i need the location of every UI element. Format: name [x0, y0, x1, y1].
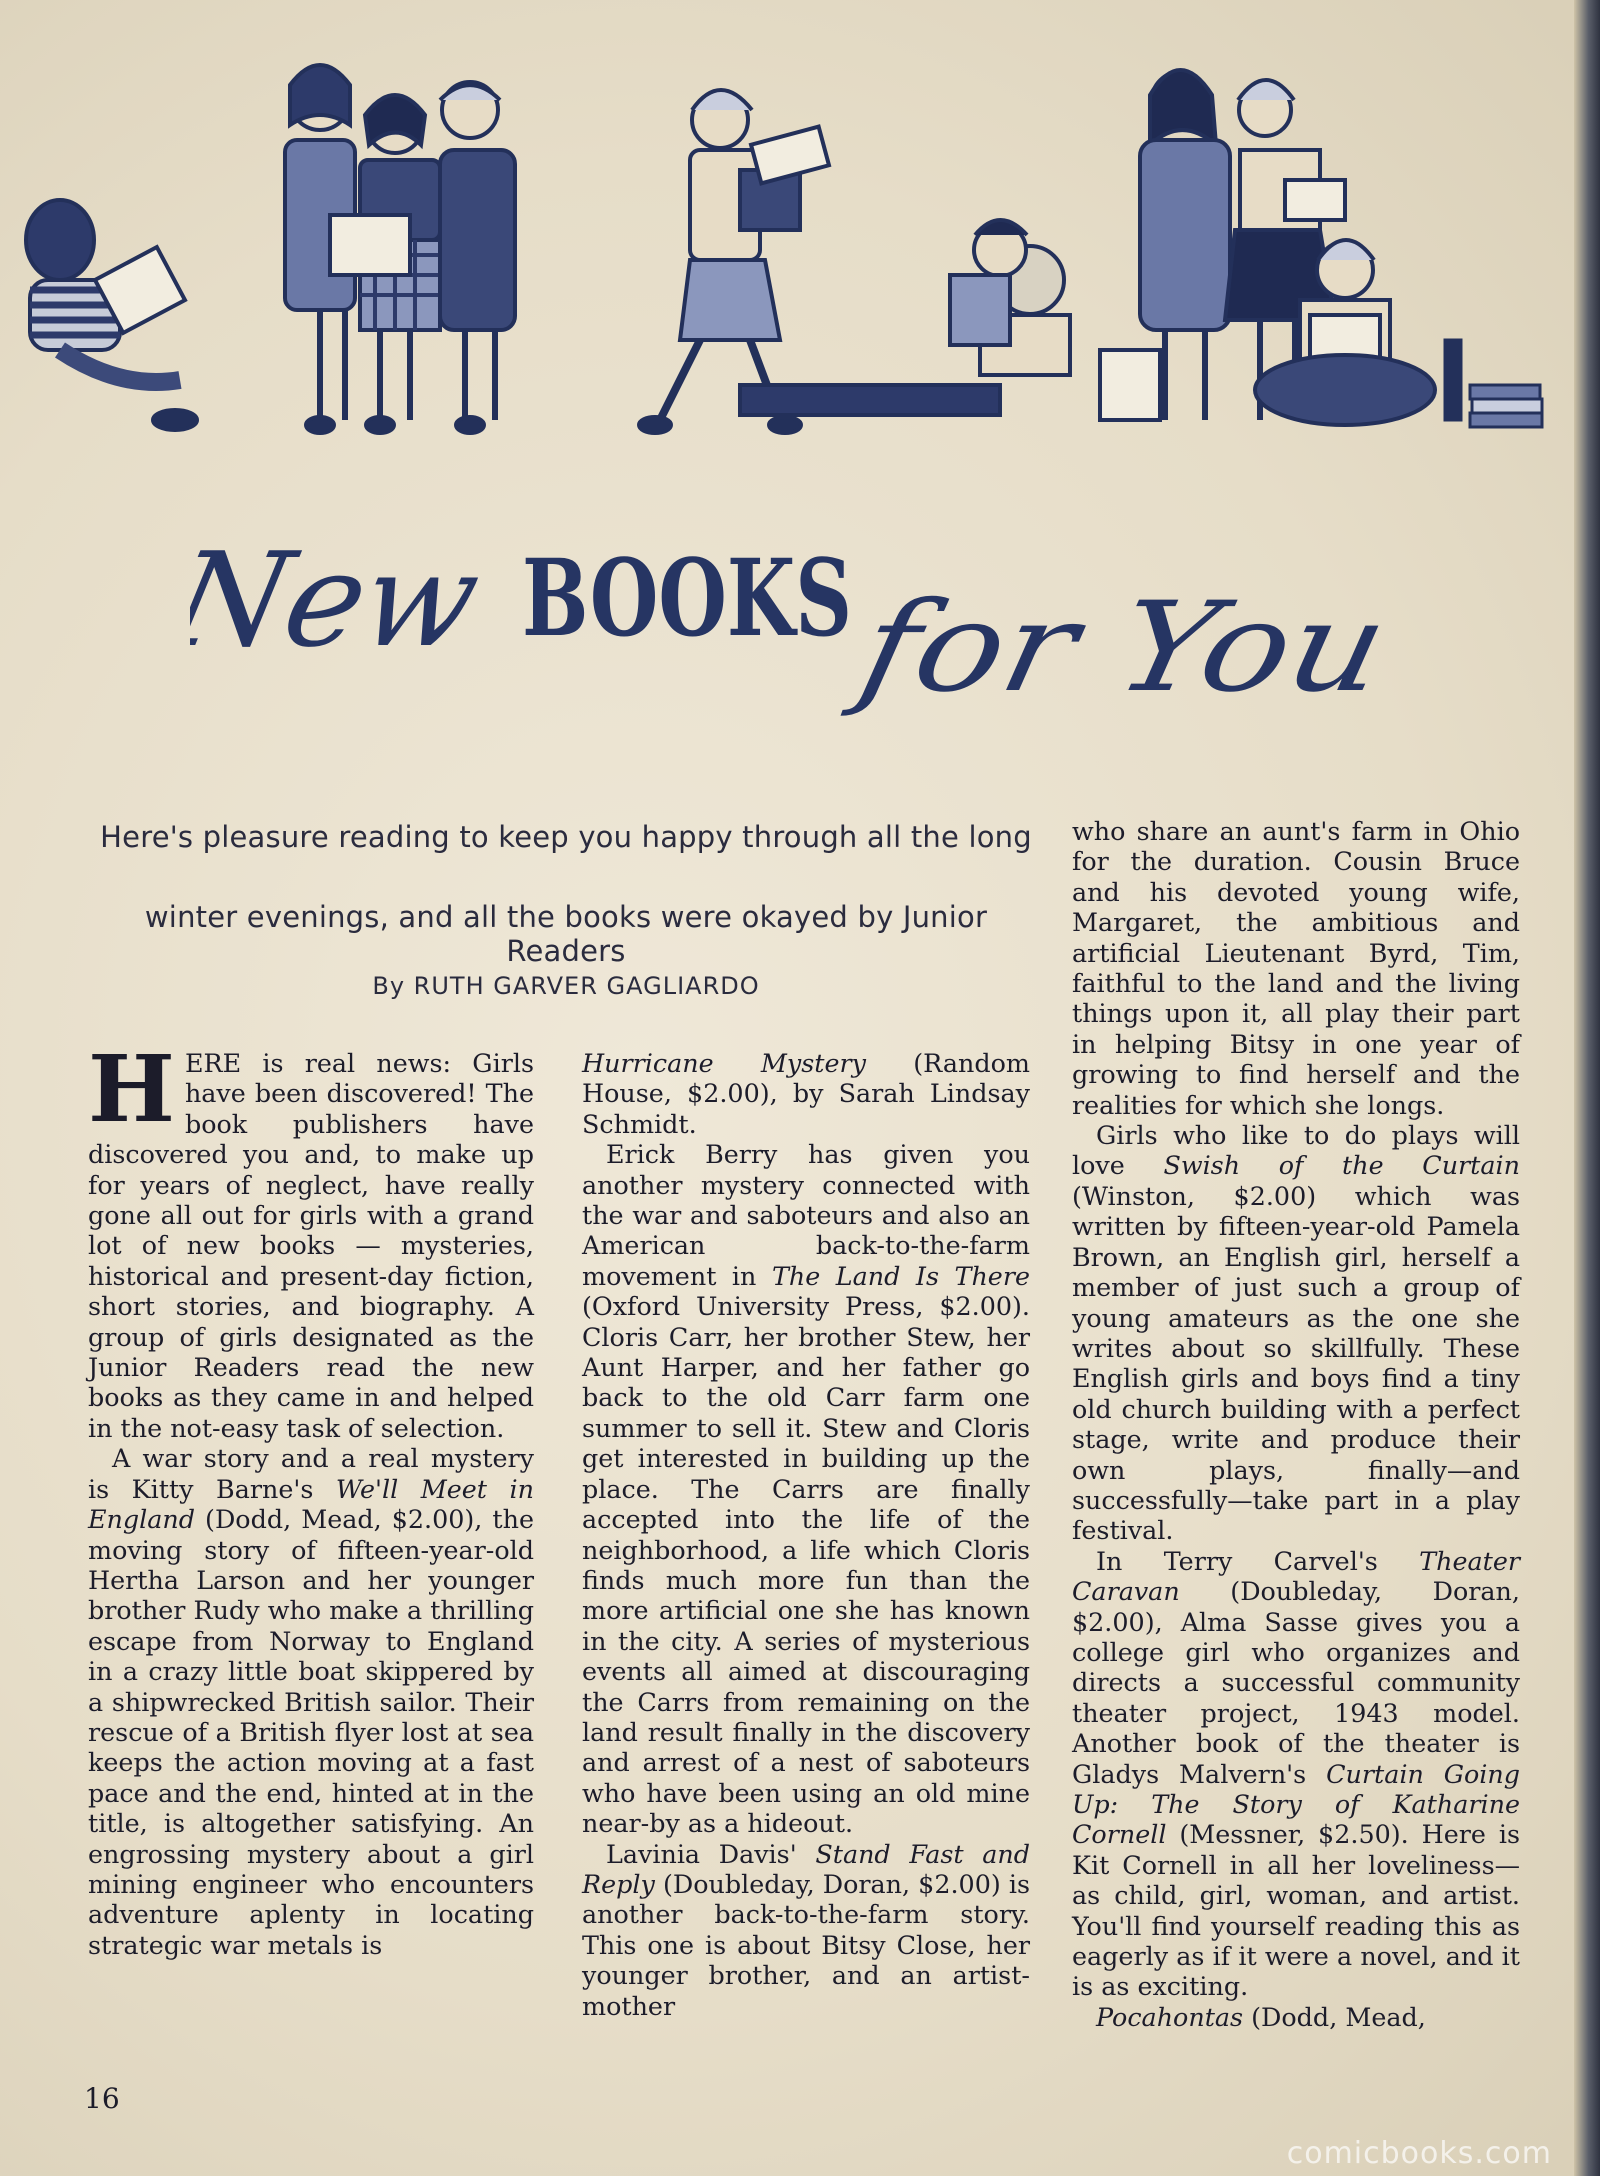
- walking-girl-figure: [639, 90, 829, 433]
- drop-cap: H: [88, 1035, 175, 1143]
- paragraph-text: (Messner, $2.50). Here is Kit Cornell in all her loveliness—as child, girl, woman, and artist. You'll find yourself reading this as eagerly as if it were a novel, and it is as exciting.: [1072, 1819, 1520, 2002]
- paragraph-text: (Winston, $2.00) which was written by fifteen-year-old Pamela Brown, an English girl, herself a member of just such a group of young amateurs as the one she writes about so skillfully. These English girls and boys find a tiny old church building with a perfect stage, write and produce their own plays, finally—and successfully—take part in a play festival.: [1072, 1180, 1520, 1546]
- paragraph: [1072, 1120, 1520, 1546]
- article-column-1: [88, 1035, 534, 1960]
- book-title: Curtain Going Up: The Story of Katharine Cornell: [1072, 1758, 1520, 1850]
- paragraph: [1072, 2002, 1520, 2032]
- title-script-for-you: for You: [848, 575, 1325, 720]
- book-title: Stand Fast and Reply: [582, 1838, 1030, 1899]
- page-title: [190, 525, 1420, 725]
- paragraph-text: who share an aunt's farm in Ohio for the duration. Cousin Bruce and his devoted young wife, Margaret, the ambitious and artificial Lieutenant Byrd, Tim, faithful to the land and the living things upon it, all play their part in helping Bitsy in one year of growing to find herself and the realities for which she longs.: [1072, 816, 1520, 1120]
- paragraph-text: (Dodd, Mead, $2.00), the moving story of fifteen-year-old Hertha Larson and her younger brother Rudy who make a thrilling escape from Norway to England in a crazy little boat skippered by a shipwrecked British sailor. Their rescue of a British flyer lost at sea keeps the action moving at a fast pace and the end, hinted at in the title, is altogether satisfying. An engrossing mystery about a girl mining engineer who encounters adventure aplenty in locating strategic war metals is: [88, 1504, 534, 1960]
- book-title: Hurricane Mystery: [582, 1048, 866, 1078]
- intro-deck-line-2: winter evenings, and all the books were okayed by Junior Readers: [144, 900, 988, 968]
- paragraph-text: (Doubleday, Doran, $2.00), Alma Sasse gives you a college girl who organizes and directs a successful community theater project, 1943 model. Another book of the theater is Gladys Malvern's: [1072, 1576, 1520, 1789]
- three-girls-figure: [285, 65, 515, 433]
- page-number: 16: [84, 2082, 120, 2115]
- paragraph-text: ERE is real news: Girls have been discovered! The book publishers have discovered you and, to make up for years of neglect, have really gone all out for girls with a grand lot of new books — mysteries, historical and present-day fiction, short stories, and biography. A group of girls designated as the Junior Readers read the new books as they came in and helped in the not-easy task of selection.: [88, 1048, 534, 1443]
- paragraph-text: (Dodd, Mead,: [1243, 2001, 1426, 2032]
- watermark: comicbooks.com: [1286, 2136, 1552, 2171]
- book-title: Theater Caravan: [1072, 1545, 1520, 1607]
- article-column-2: [582, 1048, 1030, 2021]
- paragraph: [1072, 816, 1520, 1120]
- book-title: The Land Is There: [771, 1260, 1030, 1291]
- paragraph-text: (Random House, $2.00), by Sarah Lindsay Schmidt.: [582, 1048, 1030, 1139]
- paragraph: [88, 1035, 534, 1443]
- byline: By RUTH GARVER GAGLIARDO: [372, 972, 760, 1000]
- paragraph-text: In Terry Carvel's: [1096, 1545, 1420, 1576]
- paragraph: [582, 1839, 1030, 2021]
- paragraph-text: (Oxford University Press, $2.00). Cloris Carr, her brother Stew, her Aunt Harper, and her father go back to the old Carr farm one summer to sell it. Stew and Cloris get interested in building up the place. The Carrs are finally accepted into the life of the neighborhood, a life which Cloris finds much more fun than the more artificial one she has known in the city. A series of mysterious events all aimed at discouraging the Carrs from remaining on the land result finally in the discovery and arrest of a nest of saboteurs who have been using an old mine near-by as a hideout.: [582, 1291, 1030, 1839]
- paragraph: [1072, 1546, 1520, 2002]
- article-column-3: [1072, 816, 1520, 2032]
- book-title: We'll Meet in England: [88, 1473, 534, 1535]
- books-stack-figure: [1445, 340, 1542, 427]
- paragraph: [582, 1139, 1030, 1838]
- paragraph-text: A war story and a real mystery is Kitty Barne's: [88, 1443, 534, 1504]
- paragraph-text: Erick Berry has given you another mystery connected with the war and saboteurs and also an American back-to-the-farm movement in: [582, 1139, 1030, 1291]
- intro-deck-line-1: Here's pleasure reading to keep you happy through all the long: [100, 820, 1032, 854]
- page-edge-shadow: [1574, 0, 1600, 2176]
- paragraph-text: Lavinia Davis': [606, 1838, 816, 1869]
- title-books: BOOKS: [522, 535, 852, 660]
- paragraph-text: Girls who like to do plays will love: [1072, 1120, 1520, 1181]
- lying-girl-figure: [740, 220, 1160, 420]
- girls-reading-books-illustration: [0, 40, 1560, 460]
- seated-girl-figure: [26, 200, 197, 430]
- paragraph-text: (Doubleday, Doran, $2.00) is another back-to-the-farm story. This one is about Bitsy Close, her younger brother, and an artist-mother: [582, 1868, 1030, 2021]
- book-title: Pocahontas: [1096, 2001, 1244, 2032]
- book-title: Swish of the Curtain: [1163, 1150, 1521, 1181]
- title-script-new: New: [190, 525, 492, 677]
- paragraph: [88, 1443, 534, 1960]
- paragraph: [582, 1048, 1030, 1139]
